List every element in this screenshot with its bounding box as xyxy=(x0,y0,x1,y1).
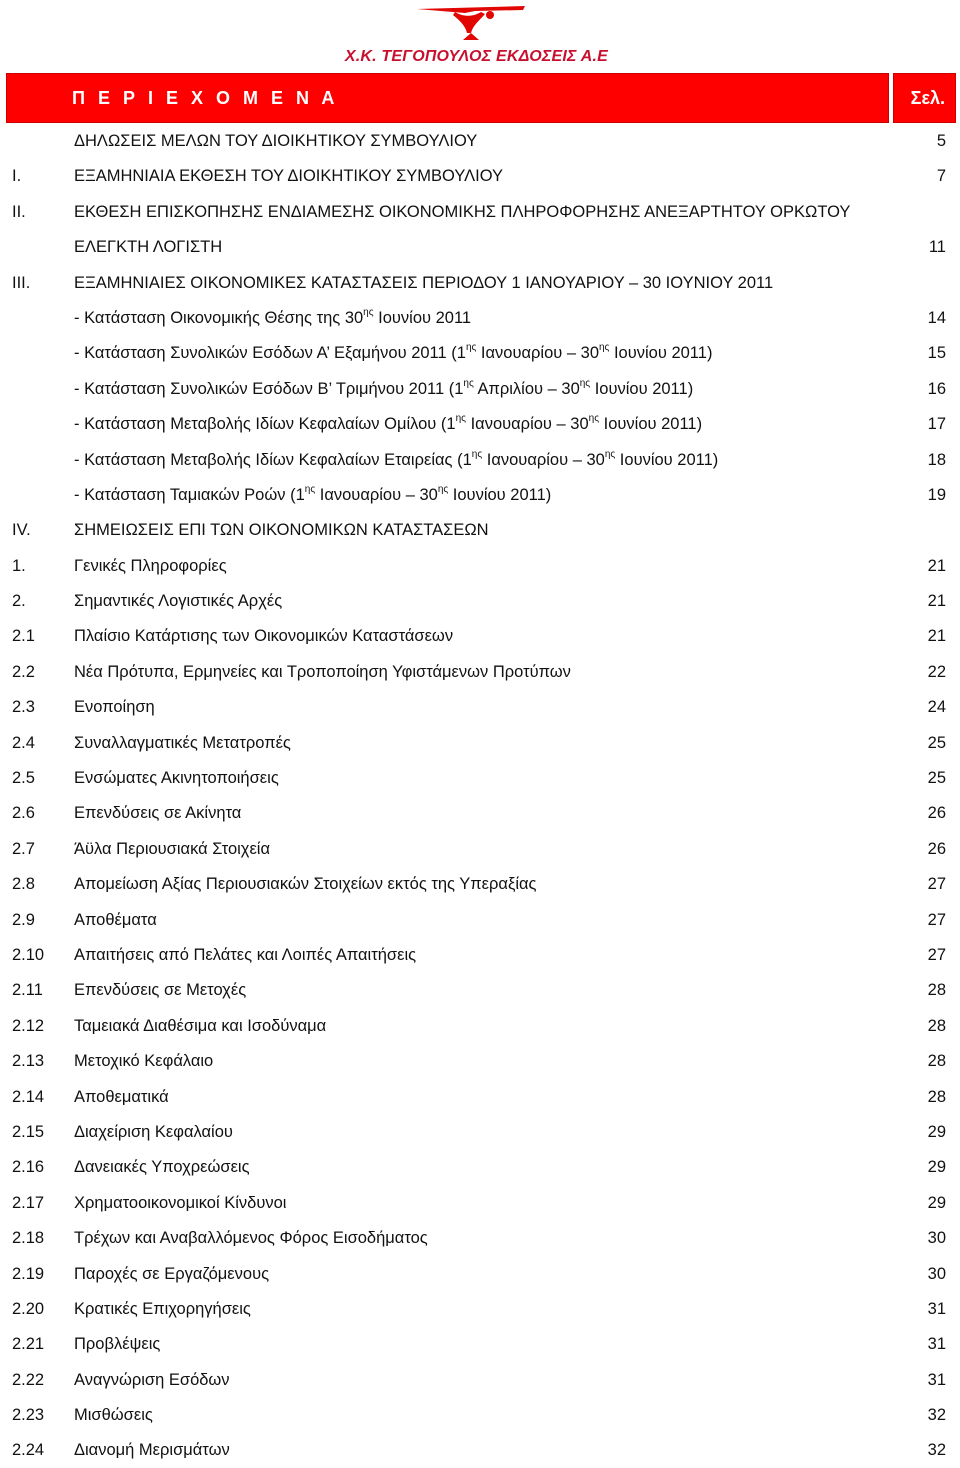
toc-entry-title: Μετοχικό Κεφάλαιο xyxy=(74,1052,214,1071)
toc-entry-title: ΣΗΜΕΙΩΣΕΙΣ ΕΠΙ ΤΩΝ ΟΙΚΟΝΟΜΙΚΩΝ ΚΑΤΑΣΤΑΣΕΩΝ xyxy=(74,521,489,540)
toc-entry-page: 25 xyxy=(927,733,946,752)
toc-entry-title: Χρηματοοικονομικοί Κίνδυνοι xyxy=(74,1193,287,1212)
toc-entry-page: 5 xyxy=(936,132,946,150)
toc-entry-page: 27 xyxy=(927,875,946,894)
toc-entry-page: 31 xyxy=(927,1370,946,1389)
toc-entry-page: 32 xyxy=(927,1406,946,1425)
toc-entry-title: ΕΞΑΜΗΝΙΑΙΕΣ ΟΙΚΟΝΟΜΙΚΕΣ ΚΑΤΑΣΤΑΣΕΙΣ ΠΕΡΙΟΔΟΥ 1 ΙΑΝΟΥΑΡΙΟΥ – 30 ΙΟΥΝΙΟΥ 2011 xyxy=(74,273,774,292)
toc-entry-title: - Κατάσταση Μεταβολής Ιδίων Κεφαλαίων Εταιρείας ($1^{\eta\varsigma}$ Ιανουαρίου – $30^{\eta\varsigma}$ Ιουνίου 2011) xyxy=(74,448,719,469)
toc-entry-page: 7 xyxy=(936,167,946,186)
toc-entry-title: Διανομή Μερισμάτων xyxy=(74,1441,230,1460)
toc-entry xyxy=(0,795,960,830)
toc-entry xyxy=(0,300,960,335)
toc-entry-title: Πλαίσιο Κατάρτισης των Οικονομικών Καταστάσεων xyxy=(74,627,454,646)
toc-entry xyxy=(0,265,960,300)
toc-entry xyxy=(0,335,960,370)
toc-entry-page: 26 xyxy=(927,839,946,858)
toc-entry xyxy=(0,689,960,724)
toc-heading: Π Ε Ρ Ι Ε Χ Ο Μ Ε Ν Α xyxy=(6,73,889,123)
toc-entry xyxy=(0,1079,960,1114)
toc-entry-page: 30 xyxy=(927,1264,946,1283)
toc-entry xyxy=(0,1432,960,1467)
toc-entry xyxy=(0,1397,960,1432)
toc-entry-title: Επενδύσεις σε Ακίνητα xyxy=(74,804,242,823)
toc-entry-page: 18 xyxy=(927,450,946,469)
page-column-label: Σελ. xyxy=(893,73,956,123)
toc-entry-number: 2.23 xyxy=(12,1406,45,1425)
toc-entry-number: 2.1 xyxy=(12,627,35,646)
toc-entry xyxy=(0,1114,960,1149)
toc-entry xyxy=(0,725,960,760)
toc-entry xyxy=(0,1220,960,1255)
toc-entry-title: Διαχείριση Κεφαλαίου xyxy=(74,1122,233,1141)
toc-entry xyxy=(0,1362,960,1397)
toc-entry xyxy=(0,760,960,795)
toc-entry-page: 11 xyxy=(928,238,946,257)
toc-entry-page: 14 xyxy=(927,308,946,327)
toc-entry xyxy=(0,1291,960,1326)
toc-entry xyxy=(0,1256,960,1291)
toc-entry-number: 2.11 xyxy=(12,981,43,1000)
toc-entry-title: - Κατάσταση Μεταβολής Ιδίων Κεφαλαίων Ομίλου ($1^{\eta\varsigma}$ Ιανουαρίου – $30^{\eta\varsigma}$ Ιουνίου 2011) xyxy=(74,413,703,434)
toc-entry-page: 31 xyxy=(927,1335,946,1354)
toc-entry-page: 25 xyxy=(927,769,946,788)
toc-entry-title: Ενοποίηση xyxy=(74,698,155,717)
toc-entry-title: Κρατικές Επιχορηγήσεις xyxy=(74,1299,251,1318)
company-name: Χ.Κ. ΤΕΓΟΠΟΥΛΟΣ ΕΚΔΟΣΕΙΣ Α.Ε xyxy=(344,48,608,65)
toc-entry xyxy=(0,902,960,937)
toc-entry-number: 2.24 xyxy=(12,1441,45,1460)
toc-entry-number: II. xyxy=(12,202,26,221)
toc-entry-number: 2.19 xyxy=(12,1264,45,1283)
toc-entry-number: 2.4 xyxy=(12,733,35,752)
toc-entry-page: 22 xyxy=(927,662,946,681)
toc-entry-page: 29 xyxy=(927,1193,946,1212)
toc-entry xyxy=(0,371,960,406)
toc-entry-title: Μισθώσεις xyxy=(74,1406,153,1425)
toc-entry xyxy=(0,548,960,583)
toc-entry-page: 15 xyxy=(927,344,946,363)
toc-entry xyxy=(0,1043,960,1078)
toc-entry-number: III. xyxy=(12,273,31,292)
toc-entry-page: 29 xyxy=(927,1158,946,1177)
toc-entry-title: Ταμειακά Διαθέσιμα και Ισοδύναμα xyxy=(74,1016,327,1035)
toc-entry xyxy=(0,1008,960,1043)
toc-entry xyxy=(0,442,960,477)
toc-entry-title: Συναλλαγματικές Μετατροπές xyxy=(74,733,291,752)
toc-entry-page: 29 xyxy=(927,1122,946,1141)
toc-entry xyxy=(0,654,960,689)
toc-entry xyxy=(0,1185,960,1220)
toc-entry-title: - Κατάσταση Συνολικών Εσόδων Β’ Τριμήνου 2011 ($1^{\eta\varsigma}$ Απριλίου – $30^{\eta\varsigma}$ Ιουνίου 2011) xyxy=(74,377,694,398)
toc-entry-title: Αναγνώριση Εσόδων xyxy=(74,1370,230,1389)
toc-entry-number: 2.13 xyxy=(12,1052,45,1071)
toc-entry-title: Παροχές σε Εργαζόμενους xyxy=(74,1264,270,1283)
toc-entry-number: 2.9 xyxy=(12,910,35,929)
toc-entry xyxy=(0,1326,960,1361)
toc-entry-page: 24 xyxy=(927,698,946,717)
toc-entry xyxy=(0,583,960,618)
toc-entry xyxy=(0,972,960,1007)
toc-entry-number: 2.7 xyxy=(12,839,35,858)
toc-entry xyxy=(0,1149,960,1184)
toc-entry-number: I. xyxy=(12,167,22,186)
toc-entry-title: Γενικές Πληροφορίες xyxy=(74,556,227,575)
toc-entry-page: 28 xyxy=(927,1087,946,1106)
toc-entry-number: 1. xyxy=(12,556,26,575)
toc-entry-page: 17 xyxy=(927,415,946,434)
toc-entry-title: - Κατάσταση Συνολικών Εσόδων Α’ Εξαμήνου 2011 ($1^{\eta\varsigma}$ Ιανουαρίου – $30^{\eta\varsigma}$ Ιουνίου 2011) xyxy=(74,342,713,363)
toc-entry-title: Ενσώματες Ακινητοποιήσεις xyxy=(74,769,279,788)
toc-entry-page: 26 xyxy=(927,804,946,823)
toc-entry xyxy=(0,158,960,193)
toc-entry-number: 2.16 xyxy=(12,1158,45,1177)
toc-entry-page: 31 xyxy=(927,1299,946,1318)
toc-entry-number: 2.14 xyxy=(12,1087,45,1106)
toc-entry-number: 2.6 xyxy=(12,804,35,823)
toc-entry-title: Απαιτήσεις από Πελάτες και Λοιπές Απαιτήσεις xyxy=(74,945,417,964)
toc-entry xyxy=(0,831,960,866)
toc-entry-number: 2.15 xyxy=(12,1122,45,1141)
toc-entry-page: 16 xyxy=(927,379,946,398)
toc-entry-title: ΕΞΑΜΗΝΙΑΙΑ ΕΚΘΕΣΗ ΤΟΥ ΔΙΟΙΚΗΤΙΚΟΥ ΣΥΜΒΟΥΛΙΟΥ xyxy=(74,167,504,186)
toc-entry-title: - Κατάσταση Ταμιακών Ροών ($1^{\eta\varsigma}$ Ιανουαρίου – $30^{\eta\varsigma}$ Ιουνίου 2011) xyxy=(74,483,552,504)
toc-entry xyxy=(0,512,960,547)
toc-entry-title: ΔΗΛΩΣΕΙΣ ΜΕΛΩΝ ΤΟΥ ΔΙΟΙΚΗΤΙΚΟΥ ΣΥΜΒΟΥΛΙΟΥ xyxy=(74,132,478,150)
toc-entry-title: ΕΚΘΕΣΗ ΕΠΙΣΚΟΠΗΣΗΣ ΕΝΔΙΑΜΕΣΗΣ ΟΙΚΟΝΟΜΙΚΗΣ ΠΛΗΡΟΦΟΡΗΣΗΣ ΑΝΕΞΑΡΤΗΤΟΥ ΟΡΚΩΤΟΥ xyxy=(74,202,851,221)
toc-entry-title: ΕΛΕΓΚΤΗ ΛΟΓΙΣΤΗ xyxy=(74,238,223,257)
table-of-contents xyxy=(0,123,960,1468)
toc-entry-page: 28 xyxy=(927,1052,946,1071)
toc-entry-title: Αποθεματικά xyxy=(74,1087,169,1106)
toc-entry-number: 2.5 xyxy=(12,769,35,788)
toc-entry xyxy=(0,937,960,972)
toc-entry xyxy=(0,123,960,158)
toc-entry-title: Νέα Πρότυπα, Ερμηνείες και Τροποποίηση Υφιστάμενων Προτύπων xyxy=(74,662,571,681)
toc-entry-number: 2.21 xyxy=(12,1335,45,1354)
toc-entry-number: 2.10 xyxy=(12,945,45,964)
toc-entry-page: 27 xyxy=(927,910,946,929)
toc-entry-page: 28 xyxy=(927,981,946,1000)
toc-entry-page: 28 xyxy=(927,1016,946,1035)
toc-entry-title: Απομείωση Αξίας Περιουσιακών Στοιχείων εκτός της Υπεραξίας xyxy=(74,875,537,894)
toc-entry-page: 19 xyxy=(927,485,946,504)
toc-entry-title: Επενδύσεις σε Μετοχές xyxy=(74,981,247,1000)
toc-entry xyxy=(0,618,960,653)
toc-entry-page: 21 xyxy=(927,592,946,611)
toc-entry xyxy=(0,866,960,901)
toc-entry-number: 2.17 xyxy=(12,1193,45,1212)
toc-entry-number: 2.3 xyxy=(12,698,35,717)
toc-banner xyxy=(6,73,956,125)
toc-entry-page: 30 xyxy=(927,1229,946,1248)
toc-entry-page: 21 xyxy=(927,627,946,646)
toc-entry-page: 21 xyxy=(927,556,946,575)
toc-entry xyxy=(0,229,960,264)
toc-entry-title: Αποθέματα xyxy=(74,910,157,929)
toc-entry-title: Τρέχων και Αναβαλλόμενος Φόρος Εισοδήματος xyxy=(74,1229,428,1248)
company-logo-icon xyxy=(415,3,527,41)
toc-entry xyxy=(0,406,960,441)
toc-entry xyxy=(0,477,960,512)
toc-entry-title: Άϋλα Περιουσιακά Στοιχεία xyxy=(74,839,271,858)
toc-entry-number: 2.20 xyxy=(12,1299,45,1318)
toc-entry-number: IV. xyxy=(12,521,31,540)
toc-entry-title: - Κατάσταση Οικονομικής Θέσης της $30^{\eta\varsigma}$ Ιουνίου 2011 xyxy=(74,306,472,327)
toc-entry-number: 2.22 xyxy=(12,1370,45,1389)
toc-entry-title: Δανειακές Υποχρεώσεις xyxy=(74,1158,250,1177)
toc-entry-title: Προβλέψεις xyxy=(74,1335,161,1354)
toc-entry-page: 32 xyxy=(927,1441,946,1460)
toc-entry-number: 2.18 xyxy=(12,1229,45,1248)
toc-entry-number: 2.12 xyxy=(12,1016,45,1035)
toc-entry-title: Σημαντικές Λογιστικές Αρχές xyxy=(74,592,283,611)
toc-entry-number: 2. xyxy=(12,592,26,611)
toc-entry-number: 2.8 xyxy=(12,875,35,894)
toc-entry xyxy=(0,194,960,229)
toc-entry-number: 2.2 xyxy=(12,662,35,681)
toc-entry-page: 27 xyxy=(927,945,946,964)
